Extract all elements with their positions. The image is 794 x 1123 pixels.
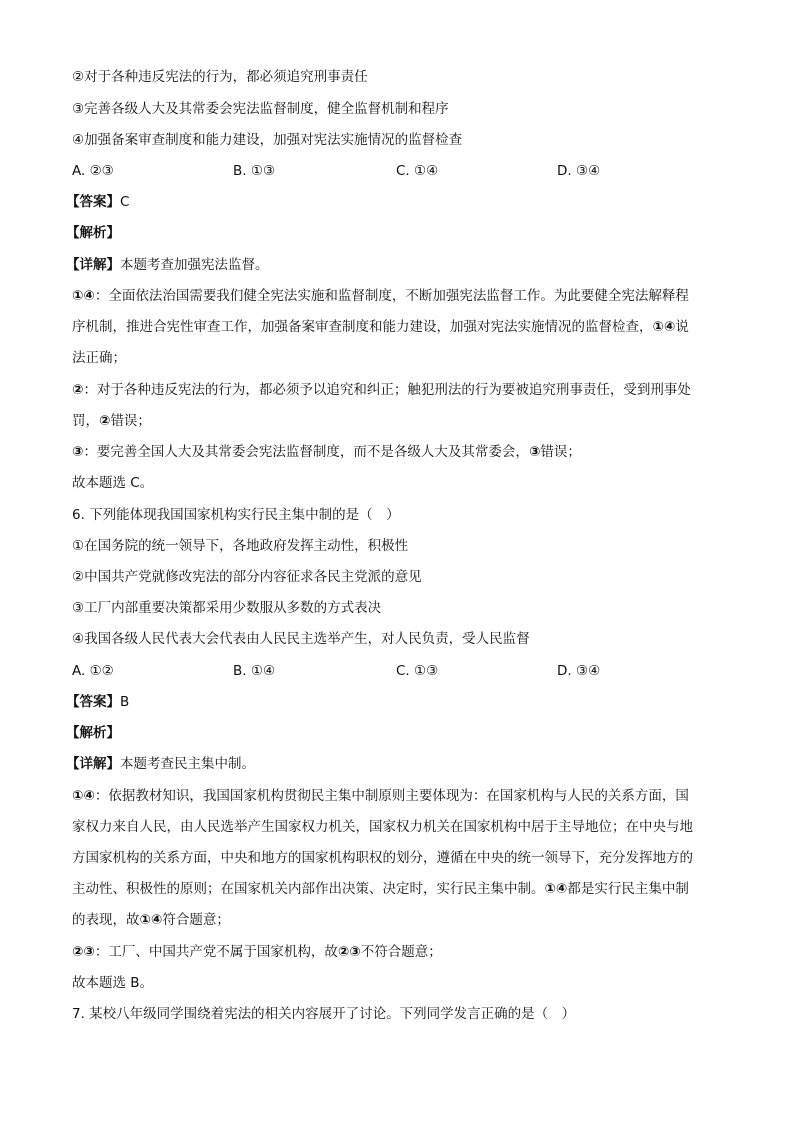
q5-explain-2-line-2 xyxy=(72,412,151,430)
q5-explain-2-line-1 xyxy=(72,381,691,399)
q6-statement-2: ②中国共产党就修改宪法的部分内容征求各民主党派的意见 xyxy=(72,569,422,585)
circled-tag: ②③ xyxy=(72,944,95,960)
text: 错误； xyxy=(110,413,151,429)
q6-conclusion: 故本题选 B。 xyxy=(72,975,154,991)
q6-answer xyxy=(66,693,129,711)
circled-tag: ③ xyxy=(72,444,84,460)
text: 罚， xyxy=(72,413,99,429)
q5-option-a: A. ②③ xyxy=(72,163,114,179)
q6-explain-1-line-3: 方国家机构的关系方面，中央和地方的国家机构职权的划分，遵循在中央的统一领导下，充分发挥地方的 xyxy=(72,850,693,866)
q6-option-a: A. ①② xyxy=(72,663,114,679)
detail-intro: 本题考查民主集中制。 xyxy=(120,756,255,772)
circled-tag: ①④ xyxy=(72,788,95,804)
circled-tag: ①④ xyxy=(139,912,163,928)
q6-analysis-tag: 【解析】 xyxy=(66,725,120,741)
answer-tag: 【答案】 xyxy=(66,194,120,210)
q5-detail xyxy=(66,256,269,274)
detail-tag: 【详解】 xyxy=(66,257,120,273)
text: 说 xyxy=(675,319,689,335)
q6-explain-1-line-5 xyxy=(72,911,230,929)
text: 都是实行民主集中制 xyxy=(567,881,689,897)
q6-stem: 6. 下列能体现我国国家机构实行民主集中制的是（ ） xyxy=(72,507,400,523)
answer-value: C xyxy=(120,194,130,210)
q6-explain-2 xyxy=(72,943,442,961)
circled-tag: ② xyxy=(72,382,84,398)
q6-explain-1-line-1 xyxy=(72,787,689,805)
q5-explain-1-line-3: 法正确； xyxy=(72,350,126,366)
text: 符合题意； xyxy=(162,912,230,928)
q6-statement-3: ③工厂内部重要决策都采用少数服从多数的方式表决 xyxy=(72,600,382,616)
answer-tag: 【答案】 xyxy=(66,694,120,710)
q5-analysis-tag: 【解析】 xyxy=(66,225,120,241)
circled-tag: ①④ xyxy=(72,288,95,304)
q6-option-c: C. ①③ xyxy=(396,663,439,679)
text: 的表现，故 xyxy=(72,912,140,928)
text: 错误； xyxy=(540,444,581,460)
circled-tag: ③ xyxy=(528,444,541,460)
q6-detail xyxy=(66,755,255,773)
text: ：全面依法治国需要我们健全宪法实施和监督制度，不断加强宪法监督工作。为此要健全宪法解释程 xyxy=(94,288,689,304)
q5-conclusion: 故本题选 C。 xyxy=(72,475,154,491)
q5-explain-3 xyxy=(72,443,581,461)
text: ：依据教材知识，我国国家机构贯彻民主集中制原则主要体现为：在国家机构与人民的关系方面，国 xyxy=(94,788,689,804)
q5-statement-2: ②对于各种违反宪法的行为，都必须追究刑事责任 xyxy=(72,69,368,85)
circled-tag: ②③ xyxy=(337,944,361,960)
q5-explain-1-line-2 xyxy=(72,318,689,336)
answer-value: B xyxy=(120,694,130,710)
q5-option-d: D. ③④ xyxy=(557,163,601,179)
q5-statement-3: ③完善各级人大及其常委会宪法监督制度，健全监督机制和程序 xyxy=(72,101,449,117)
text: 序机制，推进合宪性审查工作，加强备案审查制度和能力建设，加强对宪法实施情况的监督检查， xyxy=(72,319,653,335)
q6-explain-1-line-4 xyxy=(72,880,689,898)
q5-explain-1-line-1 xyxy=(72,287,689,305)
q6-option-d: D. ③④ xyxy=(557,663,601,679)
circled-tag: ② xyxy=(99,413,111,429)
text: 不符合题意； xyxy=(360,944,442,960)
q7-stem: 7. 某校八年级同学围绕着宪法的相关内容展开了讨论。下列同学发言正确的是（ ） xyxy=(72,1006,576,1022)
q6-option-b: B. ①④ xyxy=(233,663,276,679)
q5-option-c: C. ①④ xyxy=(396,163,439,179)
circled-tag: ①④ xyxy=(652,319,676,335)
detail-intro: 本题考查加强宪法监督。 xyxy=(120,257,269,273)
q5-answer xyxy=(66,193,129,211)
q6-statement-1: ①在国务院的统一领导下，各地政府发挥主动性，积极性 xyxy=(72,538,409,554)
q6-statement-4: ④我国各级人民代表大会代表由人民民主选举产生，对人民负责，受人民监督 xyxy=(72,631,530,647)
q6-explain-1-line-2: 家权力来自人民，由人民选举产生国家权力机关，国家权力机关在国家机构中居于主导地位；在中央与地 xyxy=(72,819,693,835)
q5-statement-4: ④加强备案审查制度和能力建设，加强对宪法实施情况的监督检查 xyxy=(72,132,463,148)
detail-tag: 【详解】 xyxy=(66,756,120,772)
text: ：对于各种违反宪法的行为，都必须予以追究和纠正；触犯刑法的行为要被追究刑事责任，受到刑事处 xyxy=(83,382,691,398)
text: ：要完善全国人大及其常委会宪法监督制度，而不是各级人大及其常委会， xyxy=(83,444,529,460)
q5-option-b: B. ①③ xyxy=(233,163,276,179)
text: ：工厂、中国共产党不属于国家机构，故 xyxy=(94,944,338,960)
text: 主动性、积极性的原则；在国家机关内部作出决策、决定时，实行民主集中制。 xyxy=(72,881,545,897)
circled-tag: ①④ xyxy=(544,881,568,897)
